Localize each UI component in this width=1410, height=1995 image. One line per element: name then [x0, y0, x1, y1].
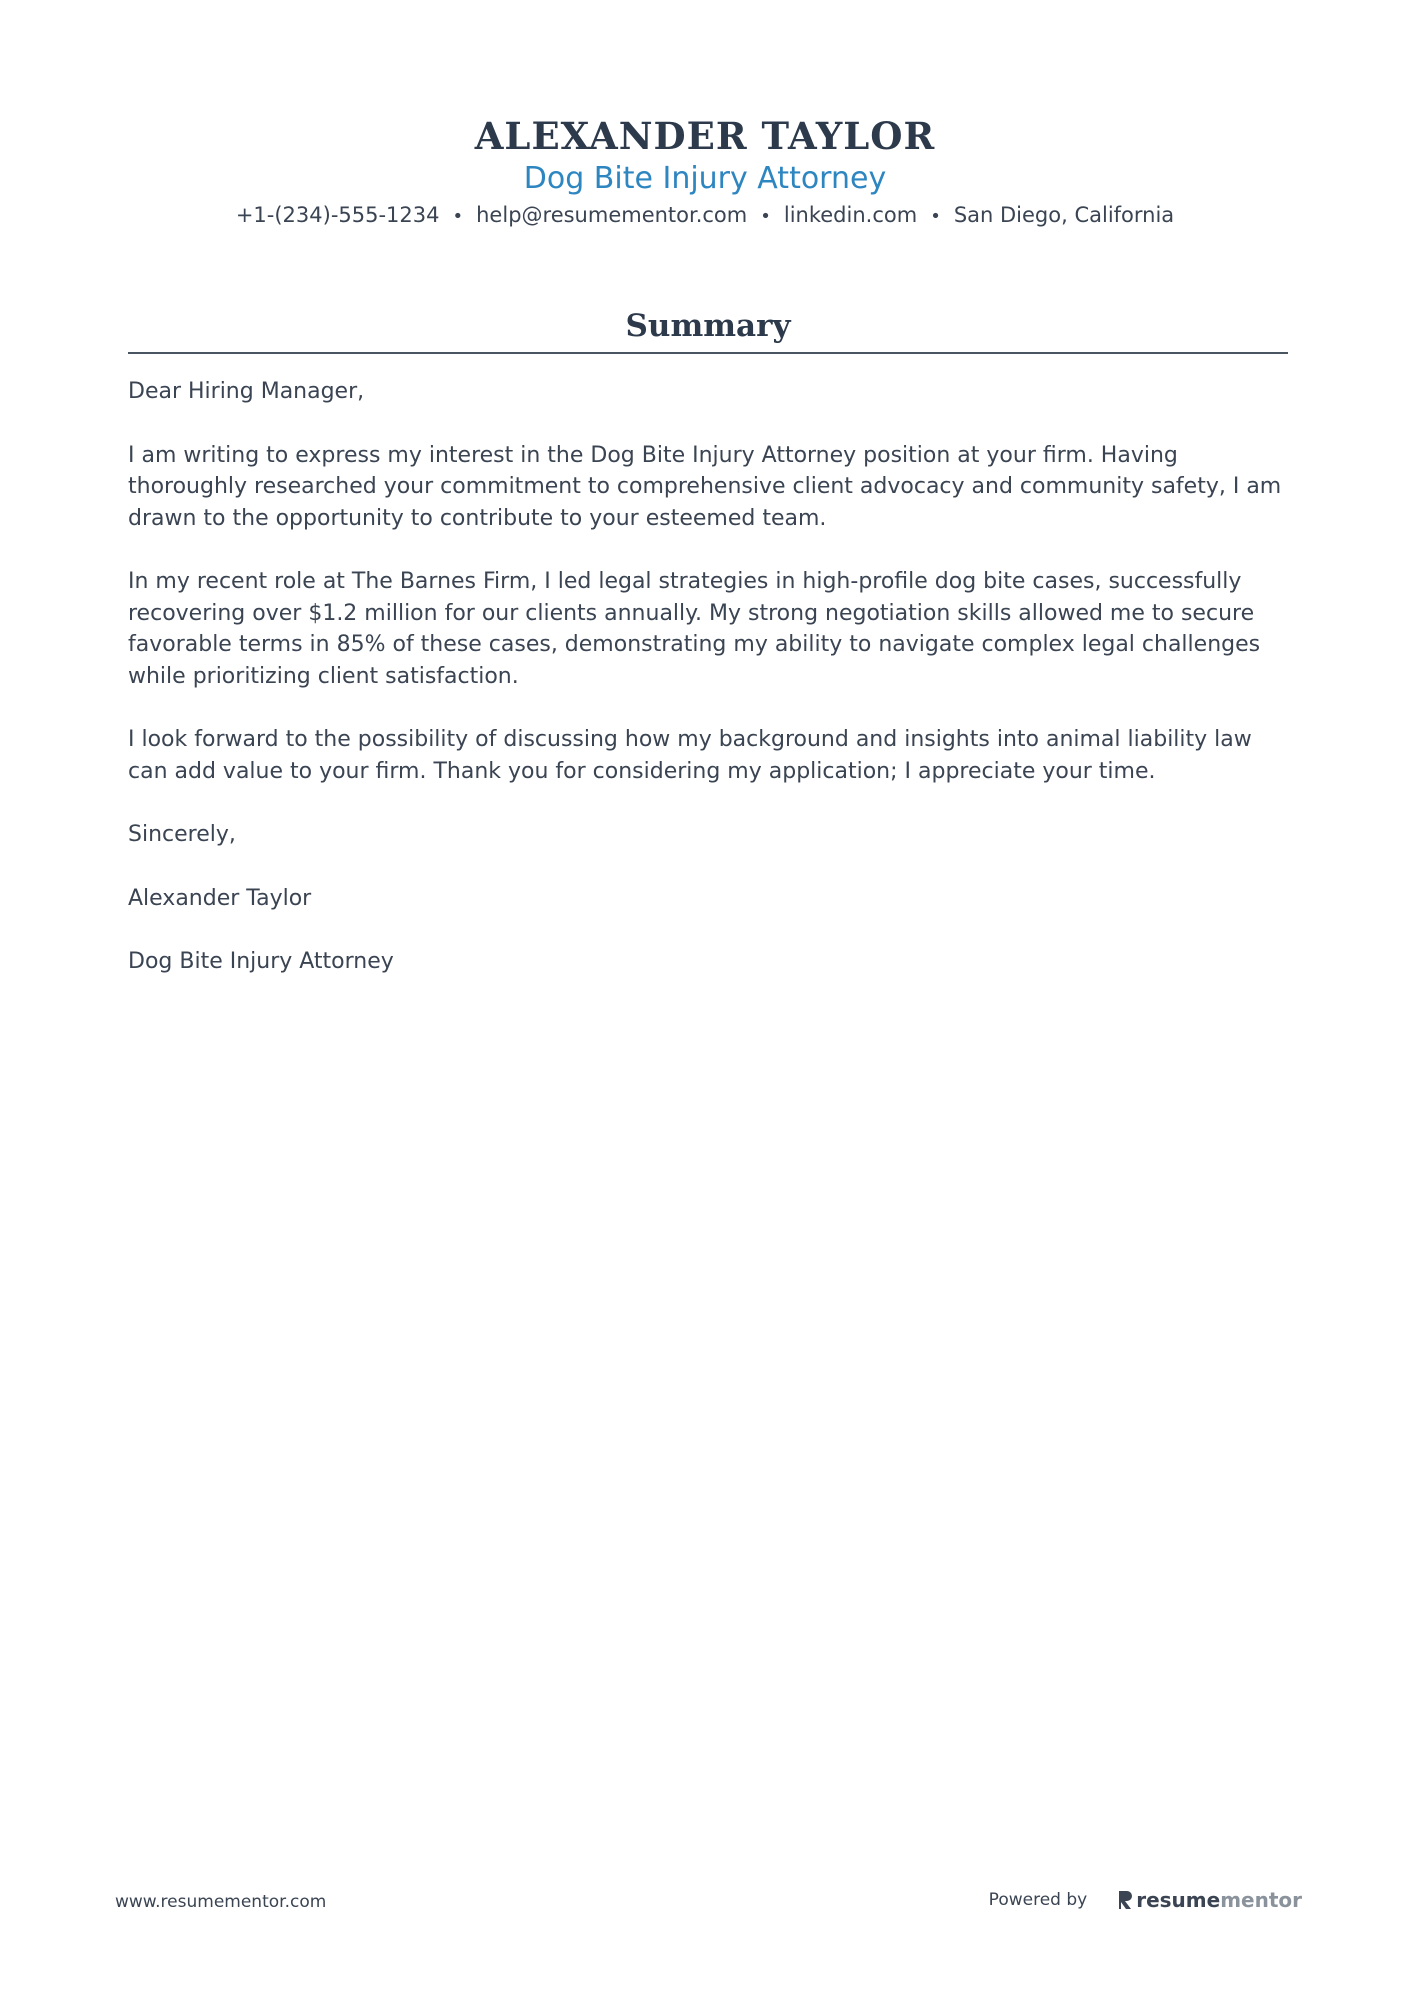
- letter-paragraph-2: In my recent role at The Barnes Firm, I led legal strategies in high-profile dog bite cases, successfully recovering over $1.2 million for our clients annually. My strong negotiation skills allowed me to secure favorable terms in 85% of these cases, demonstrating my ability to navigate complex legal challenges while prioritizing client satisfaction.: [128, 569, 1261, 689]
- resume-header: [0, 112, 1410, 232]
- resumementor-logo-icon: [1117, 1890, 1133, 1910]
- contact-separator: •: [930, 206, 941, 227]
- letter-closing: Sincerely,: [128, 822, 236, 847]
- section-title: Summary: [128, 302, 1288, 354]
- letter-paragraph-3: I look forward to the possibility of discussing how my background and insights into animal liability law can add value to your firm. Thank you for considering my application; I appreciate your time.: [128, 727, 1252, 784]
- contact-email[interactable]: help@resumementor.com: [476, 203, 748, 227]
- contact-phone: +1-(234)-555-1234: [235, 203, 440, 227]
- brand-logo[interactable]: [1117, 1888, 1302, 1912]
- candidate-name: ALEXANDER TAYLOR: [474, 114, 936, 158]
- contact-location: San Diego, California: [953, 203, 1175, 227]
- contact-linkedin[interactable]: linkedin.com: [783, 203, 918, 227]
- contact-separator: •: [760, 206, 771, 227]
- brand-name-bold: resume: [1136, 1888, 1221, 1912]
- candidate-job-title: Dog Bite Injury Attorney: [523, 161, 887, 196]
- letter-paragraph-1: I am writing to express my interest in the Dog Bite Injury Attorney position at your firm. Having thoroughly researched your commitment to comprehensive client advocacy and community safety, I am drawn to the opportunity to contribute to your esteemed team.: [128, 442, 1282, 531]
- powered-by-label: Powered by: [988, 1890, 1088, 1910]
- contact-separator: •: [452, 206, 464, 227]
- footer-branding: [989, 1888, 1302, 1912]
- letter-greeting: Dear Hiring Manager,: [128, 379, 365, 404]
- signature-name: Alexander Taylor: [128, 885, 312, 911]
- summary-section: [128, 302, 1288, 1010]
- cover-letter-body: [128, 376, 1288, 978]
- footer-website[interactable]: www.resumementor.com: [115, 1892, 327, 1912]
- signature-title: Dog Bite Injury Attorney: [128, 949, 394, 974]
- brand-name-light: mentor: [1220, 1888, 1302, 1912]
- contact-line: [0, 200, 1410, 232]
